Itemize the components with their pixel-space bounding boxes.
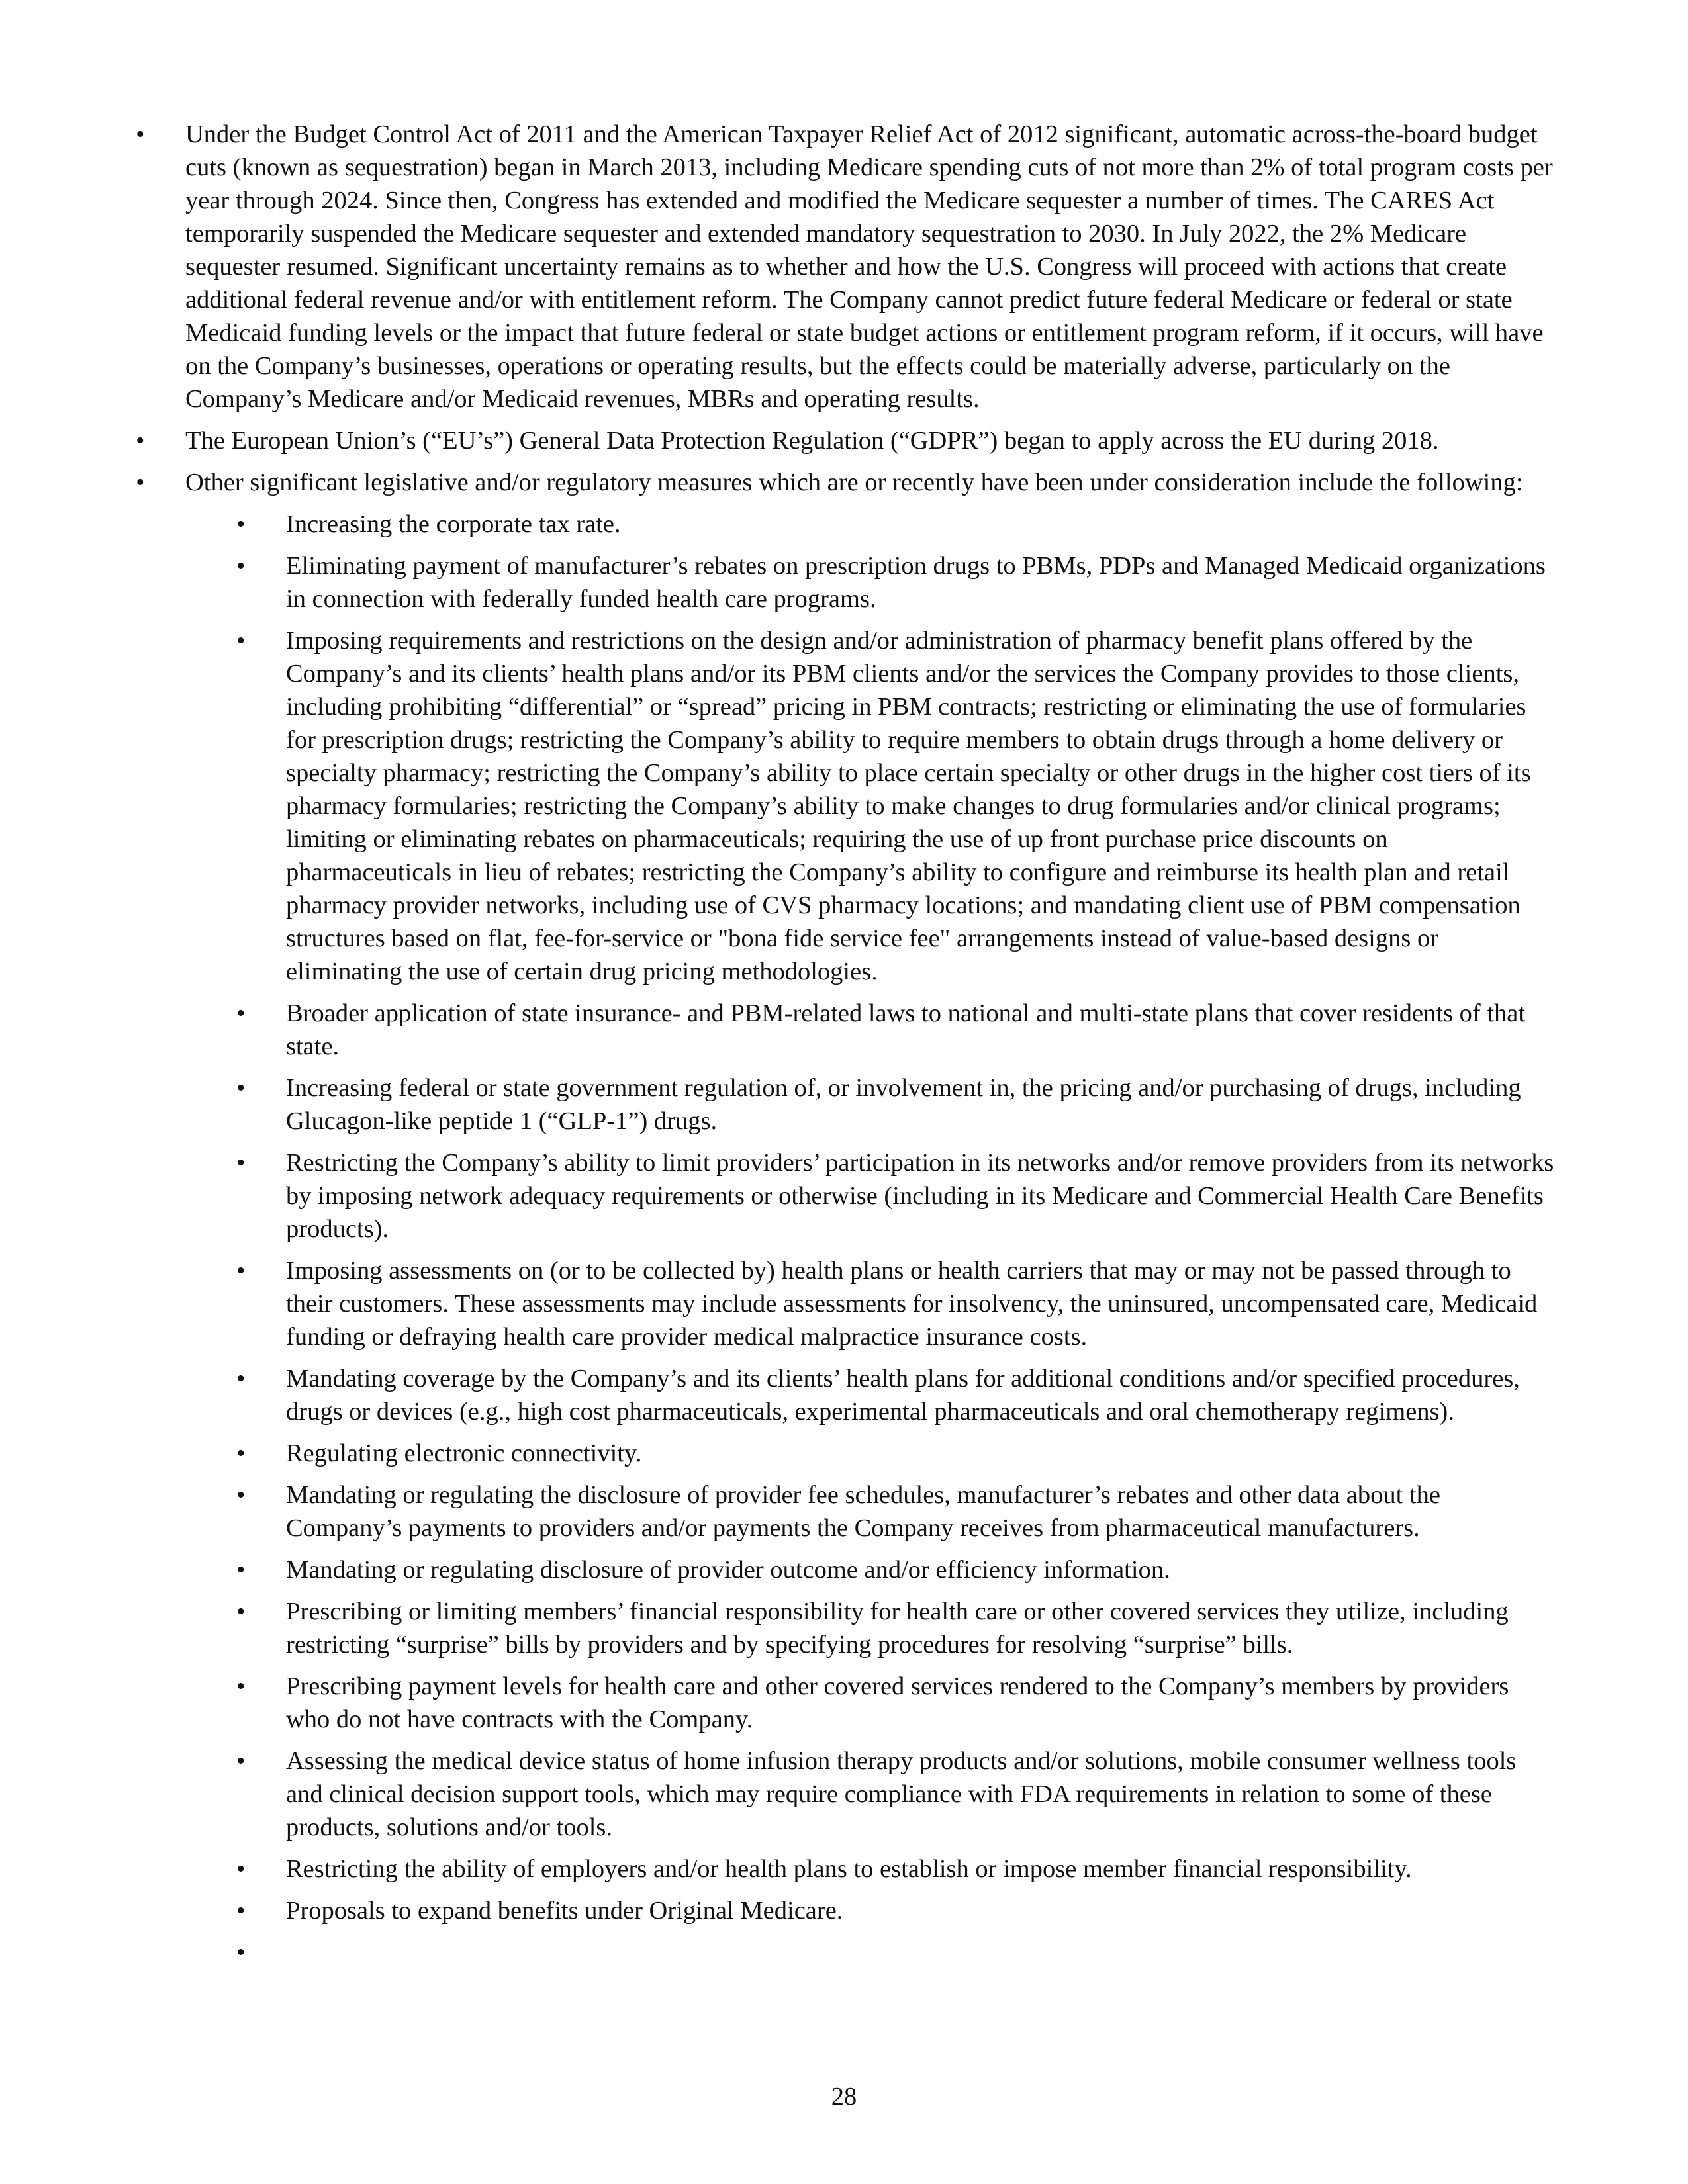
bullet-marker: • [236, 1672, 246, 1700]
bullet-marker: • [236, 1747, 246, 1775]
sub-list-item [233, 1362, 1556, 1428]
sub-list-item [233, 997, 1556, 1063]
sub-list-item [233, 508, 1556, 541]
bullet-marker: • [236, 1149, 246, 1177]
sub-list-item [233, 1479, 1556, 1545]
sub-list-item [233, 1254, 1556, 1353]
sub-list-item-text: Increasing federal or state government regulation of, or involvement in, the pricing and/or purchasing of drugs, including Glucagon-like peptide 1 (“GLP-1”) drugs. [286, 1074, 1521, 1135]
sub-list-item-text: Imposing assessments on (or to be collected by) health plans or health carriers that may or may not be passed through to their customers. These assessments may include assessments for insolvency, the uninsured, uncompensated care, Medicaid funding or defraying health care provider medical malpractice insurance costs. [286, 1257, 1538, 1351]
sub-list-item-text: Mandating or regulating the disclosure of provider fee schedules, manufacturer’s rebates and other data about the Company’s payments to providers and/or payments the Company receives from pharmaceutical manufacturers. [286, 1481, 1440, 1542]
sub-list-item-text: Increasing the corporate tax rate. [286, 510, 621, 538]
bullet-marker: • [236, 1257, 246, 1285]
bullet-marker: • [236, 999, 246, 1027]
sub-list-item [233, 624, 1556, 988]
bullet-marker: • [136, 120, 145, 148]
list-item [132, 118, 1556, 416]
sub-list-item [233, 1437, 1556, 1470]
sub-list-item [233, 549, 1556, 615]
sub-list-item [233, 1894, 1556, 1927]
sub-bullet-list [185, 508, 1556, 1966]
bullet-marker: • [236, 627, 246, 655]
list-item [132, 424, 1556, 457]
sub-list-item-text: Restricting the Company’s ability to limit providers’ participation in its networks and/or remove providers from its networks by imposing network adequacy requirements or otherwise (including in its Medicare and Commercial Health Care Benefits products). [286, 1149, 1554, 1243]
bullet-marker: • [136, 427, 145, 455]
bullet-marker: • [236, 552, 246, 580]
bullet-marker: • [236, 1481, 246, 1509]
document-body [132, 118, 1556, 1966]
sub-list-item-text: Prescribing payment levels for health care and other covered services rendered to the Company’s members by providers who do not have contracts with the Company. [286, 1672, 1509, 1733]
bullet-marker: • [236, 1938, 246, 1966]
sub-list-item-text: Imposing requirements and restrictions on the design and/or administration of pharmacy benefit plans offered by the Company’s and its clients’ health plans and/or its PBM clients and/or the services the Company provides to those clients, including prohibiting “differential” or “spread” pricing in PBM contracts; restricting or eliminating the use of formularies for prescription drugs; restricting the Company’s ability to require members to obtain drugs through a home delivery or specialty pharmacy; restricting the Company’s ability to place certain specialty or other drugs in the higher cost tiers of its pharmacy formularies; restricting the Company’s ability to make changes to drug formularies and/or clinical programs; limiting or eliminating rebates on pharmaceuticals; requiring the use of up front purchase price discounts on pharmaceuticals in lieu of rebates; restricting the Company’s ability to configure and reimburse its health plan and retail pharmacy provider networks, including use of CVS pharmacy locations; and mandating client use of PBM compensation structures based on flat, fee-for-service or "bona fide service fee" arrangements instead of value-based designs or eliminating the use of certain drug pricing methodologies. [286, 627, 1531, 985]
list-item-text: The European Union’s (“EU’s”) General Data Protection Regulation (“GDPR”) began to apply across the EU during 2018. [185, 427, 1439, 455]
bullet-marker: • [236, 1365, 246, 1392]
sub-list-item-text: Mandating or regulating disclosure of provider outcome and/or efficiency information. [286, 1556, 1170, 1584]
sub-list-item-text: Eliminating payment of manufacturer’s rebates on prescription drugs to PBMs, PDPs and Managed Medicaid organizations in connection with federally funded health care programs. [286, 552, 1546, 613]
bullet-marker: • [236, 510, 246, 538]
bullet-marker: • [236, 1074, 246, 1102]
sub-list-item-text: Mandating coverage by the Company’s and its clients’ health plans for additional conditions and/or specified procedures, drugs or devices (e.g., high cost pharmaceuticals, experimental pharmaceuticals and oral chemotherapy regimens). [286, 1365, 1520, 1426]
sub-list-item [233, 1146, 1556, 1246]
sub-list-item [233, 1852, 1556, 1886]
bullet-marker: • [136, 469, 145, 496]
sub-list-item-text: Broader application of state insurance- and PBM-related laws to national and multi-state plans that cover residents of that state. [286, 999, 1526, 1060]
bullet-marker: • [236, 1855, 246, 1883]
list-item-text: Other significant legislative and/or regulatory measures which are or recently have been under consideration include the following: [185, 469, 1523, 496]
sub-list-item-text: Proposals to expand benefits under Original Medicare. [286, 1897, 843, 1925]
page-number: 28 [831, 2083, 857, 2111]
sub-list-item [233, 1595, 1556, 1661]
sub-list-item [233, 1670, 1556, 1736]
bullet-marker: • [236, 1897, 246, 1925]
sub-list-item-text: Regulating electronic connectivity. [286, 1439, 642, 1467]
sub-list-item-text: Restricting the ability of employers and/or health plans to establish or impose member financial responsibility. [286, 1855, 1412, 1883]
sub-list-item-text: Prescribing or limiting members’ financial responsibility for health care or other covered services they utilize, including restricting “surprise” bills by providers and by specifying procedures for resolving “surprise” bills. [286, 1598, 1509, 1659]
sub-list-item [233, 1745, 1556, 1844]
bullet-marker: • [236, 1598, 246, 1625]
bullet-marker: • [236, 1556, 246, 1584]
sub-list-item [233, 1071, 1556, 1138]
sub-list-item-text: Assessing the medical device status of home infusion therapy products and/or solutions, mobile consumer wellness tools and clinical decision support tools, which may require compliance with FDA requirements in relation to some of these products, solutions and/or tools. [286, 1747, 1517, 1841]
list-item-text: Under the Budget Control Act of 2011 and the American Taxpayer Relief Act of 2012 significant, automatic across-the-board budget cuts (known as sequestration) began in March 2013, including Medicare spending cuts of not more than 2% of total program costs per year through 2024. Since then, Congress has extended and modified the Medicare sequester a number of times. The CARES Act temporarily suspended the Medicare sequester and extended mandatory sequestration to 2030. In July 2022, the 2% Medicare sequester resumed. Significant uncertainty remains as to whether and how the U.S. Congress will proceed with actions that create additional federal revenue and/or with entitlement reform. The Company cannot predict future federal Medicare or federal or state Medicaid funding levels or the impact that future federal or state budget actions or entitlement program reform, if it occurs, will have on the Company’s businesses, operations or operating results, but the effects could be materially adverse, particularly on the Company’s Medicare and/or Medicaid revenues, MBRs and operating results. [185, 120, 1553, 413]
bullet-list [132, 118, 1556, 1966]
list-item [132, 466, 1556, 1966]
sub-list-item [233, 1553, 1556, 1586]
bullet-marker: • [236, 1439, 246, 1467]
